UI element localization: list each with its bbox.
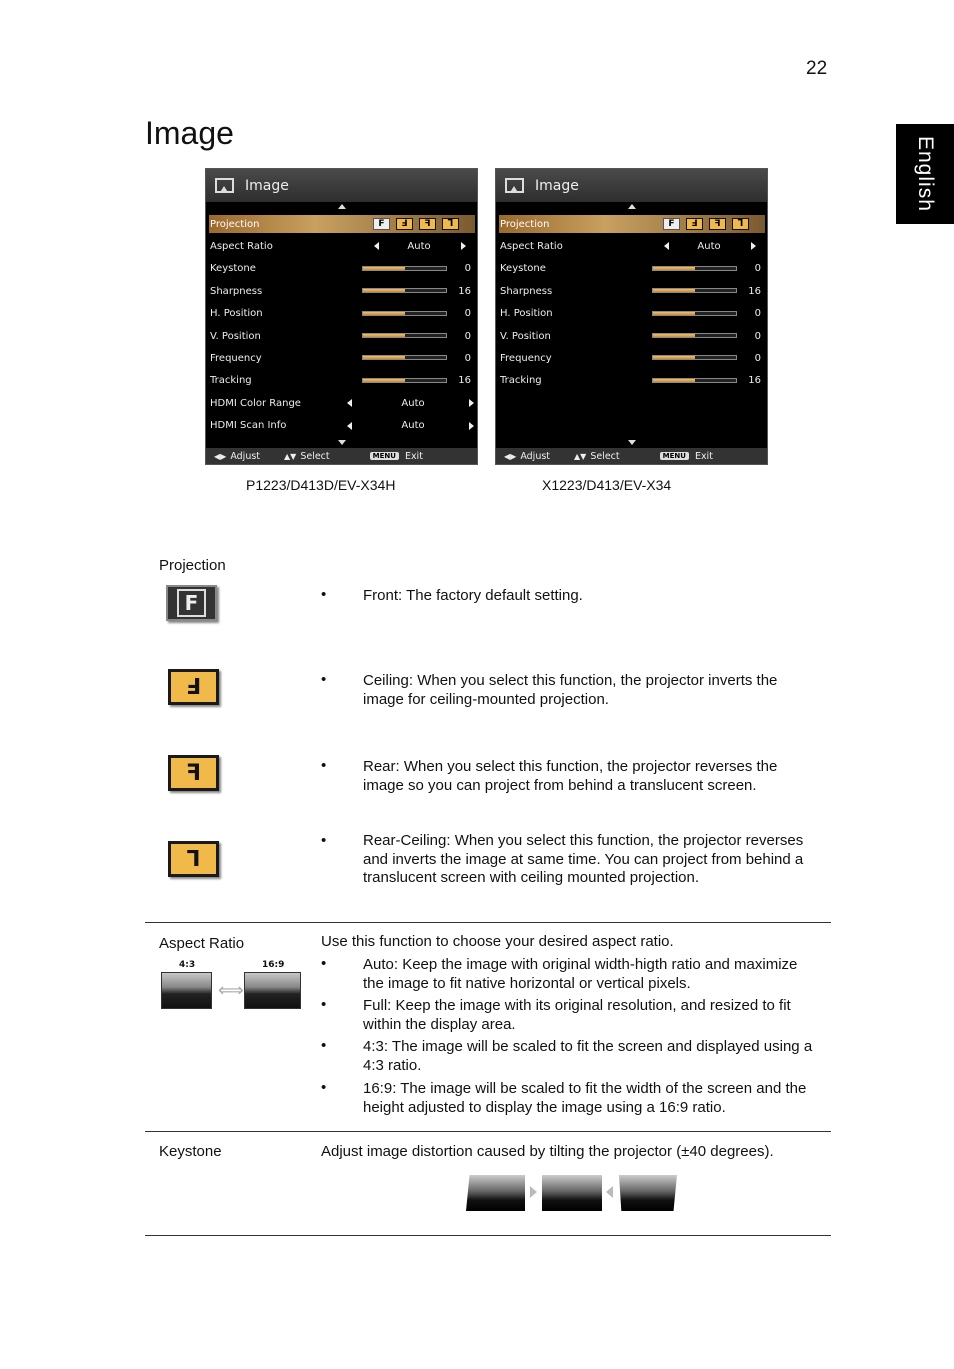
aspect-full-text: Full: Keep the image with its original resolution, and resized to fit within the display area. <box>363 997 791 1033</box>
osd-slider-fill <box>653 289 695 292</box>
projection-mode-icon: ꟻ <box>709 218 726 230</box>
osd-row-label: Sharpness <box>500 285 553 297</box>
keystone-thumbnail-2 <box>542 1175 602 1211</box>
osd-row-label: Aspect Ratio <box>210 240 273 252</box>
osd-row-value: 0 <box>754 352 761 364</box>
projection-front-text: Front: The factory default setting. <box>363 587 583 604</box>
osd-row-value: 0 <box>754 263 761 275</box>
projection-mode-icon: F <box>373 218 390 230</box>
bullet: • <box>321 671 327 688</box>
osd-row[interactable] <box>499 237 765 255</box>
osd-slider[interactable] <box>362 288 447 293</box>
osd-menu-left <box>205 168 478 465</box>
osd-row-value: 0 <box>464 352 471 364</box>
osd-row-label: Frequency <box>500 352 552 364</box>
osd-menu-right <box>495 168 768 465</box>
osd-row-label: Aspect Ratio <box>500 240 563 252</box>
bullet: • <box>321 1037 327 1054</box>
osd-row-label: V. Position <box>210 330 261 342</box>
keystone-heading: Keystone <box>159 1143 222 1160</box>
left-right-arrows-icon: ◀▶ <box>504 451 517 461</box>
osd-row[interactable] <box>499 215 765 233</box>
projection-mode-icon: ᒣ <box>442 218 459 230</box>
osd-row-label: Keystone <box>210 263 256 275</box>
right-arrow-icon[interactable] <box>751 242 756 250</box>
aspect-ratio-heading: Aspect Ratio <box>159 935 245 952</box>
osd-row[interactable] <box>499 305 765 323</box>
front-projection-icon: F <box>166 585 217 621</box>
osd-row-label: Projection <box>500 218 550 230</box>
osd-row[interactable] <box>209 282 475 300</box>
osd-caption-left: P1223/D413D/EV-X34H <box>246 477 396 493</box>
osd-slider[interactable] <box>362 355 447 360</box>
osd-row-label: Tracking <box>500 375 542 387</box>
osd-row-value: 0 <box>754 330 761 342</box>
osd-row[interactable] <box>209 349 475 367</box>
bullet: • <box>321 955 327 972</box>
osd-slider-fill <box>653 379 695 382</box>
aspect-16-9-text: 16:9: The image will be scaled to fit the width of the screen and the height adjusted to display the image using a 16:9 ratio. <box>363 1080 807 1116</box>
left-arrow-icon[interactable] <box>664 242 669 250</box>
image-icon <box>215 178 234 193</box>
projection-mode-icon: F <box>663 218 680 230</box>
left-arrow-icon[interactable] <box>374 242 379 250</box>
osd-row-value: 0 <box>464 330 471 342</box>
osd-row-value: 0 <box>464 308 471 320</box>
osd-slider-fill <box>363 267 405 270</box>
menu-key-icon: MENU <box>370 452 399 460</box>
osd-row-label: Projection <box>210 218 260 230</box>
osd-row[interactable] <box>209 215 475 233</box>
osd-row[interactable] <box>499 282 765 300</box>
projection-mode-icon: ᒣ <box>732 218 749 230</box>
thumb-label-4-3: 4:3 <box>179 960 196 970</box>
projection-ceiling-text: Ceiling: When you select this function, the projector inverts the image for ceiling-mounted projection. <box>363 672 778 708</box>
osd-slider-fill <box>363 334 405 337</box>
osd-row-label: Sharpness <box>210 285 263 297</box>
bullet: • <box>321 1079 327 1096</box>
projection-mode-icons <box>663 218 749 230</box>
ceiling-projection-icon: Ⅎ <box>168 669 219 705</box>
osd-slider-fill <box>653 312 695 315</box>
osd-row[interactable] <box>209 237 475 255</box>
osd-row-label: Frequency <box>210 352 262 364</box>
language-tab: English <box>896 124 954 224</box>
osd-row[interactable] <box>209 327 475 345</box>
osd-row-label: V. Position <box>500 330 551 342</box>
page-title: Image <box>145 115 234 151</box>
osd-row[interactable] <box>209 305 475 323</box>
divider <box>145 1235 831 1236</box>
divider <box>145 922 831 923</box>
keystone-text: Adjust image distortion caused by tilting the projector (±40 degrees). <box>321 1143 774 1160</box>
osd-row-label: HDMI Scan Info <box>210 420 287 432</box>
projection-heading: Projection <box>159 557 226 574</box>
up-down-arrows-icon: ▲▼ <box>284 451 297 461</box>
left-arrow-icon[interactable] <box>347 422 352 430</box>
scroll-down-arrow-icon <box>338 440 346 445</box>
osd-header: Image <box>206 169 477 202</box>
projection-mode-icon: ꟻ <box>419 218 436 230</box>
thumb-label-16-9: 16:9 <box>262 960 285 970</box>
osd-row-value: Auto <box>401 420 425 432</box>
osd-row-value: 16 <box>458 375 471 387</box>
image-icon <box>505 178 524 193</box>
up-down-arrows-icon: ▲▼ <box>574 451 587 461</box>
right-arrow-icon <box>530 1186 537 1198</box>
projection-mode-icon: Ⅎ <box>396 218 413 230</box>
osd-row[interactable] <box>209 372 475 390</box>
osd-slider-fill <box>363 289 405 292</box>
osd-row-label: H. Position <box>500 308 553 320</box>
rear-ceiling-projection-icon: ᒣ <box>168 841 219 877</box>
aspect-ratio-intro: Use this function to choose your desired aspect ratio. <box>321 933 674 950</box>
osd-slider-fill <box>653 267 695 270</box>
menu-key-icon: MENU <box>660 452 689 460</box>
osd-slider[interactable] <box>362 333 447 338</box>
osd-row-label: HDMI Color Range <box>210 397 301 409</box>
right-arrow-icon[interactable] <box>461 242 466 250</box>
swap-arrows-icon: ⟺ <box>218 980 244 1000</box>
osd-slider[interactable] <box>652 333 737 338</box>
osd-row[interactable] <box>499 260 765 278</box>
osd-header: Image <box>496 169 767 202</box>
osd-slider-fill <box>363 356 405 359</box>
osd-row[interactable] <box>209 417 475 435</box>
osd-row-value: Auto <box>401 397 425 409</box>
rear-projection-icon: ꟻ <box>168 755 219 791</box>
keystone-thumbnail-1 <box>466 1175 525 1211</box>
osd-slider-fill <box>653 334 695 337</box>
osd-row[interactable] <box>499 349 765 367</box>
osd-slider-fill <box>653 356 695 359</box>
osd-slider[interactable] <box>362 266 447 271</box>
projection-rear-ceiling-text: Rear-Ceiling: When you select this function, the projector reverses and inverts the image at same time. You can project from behind a translucent screen with ceiling mounted projection. <box>363 832 804 886</box>
osd-row[interactable] <box>499 327 765 345</box>
osd-row[interactable] <box>209 260 475 278</box>
aspect-4-3-text: 4:3: The image will be scaled to fit the screen and displayed using a 4:3 ratio. <box>363 1038 813 1074</box>
osd-footer: ◀▶ Adjust ▲▼ Select MENU Exit <box>496 448 767 464</box>
osd-slider[interactable] <box>362 311 447 316</box>
keystone-thumbnail-3 <box>619 1175 677 1211</box>
osd-slider[interactable] <box>652 355 737 360</box>
bullet: • <box>321 996 327 1013</box>
osd-footer: ◀▶ Adjust ▲▼ Select MENU Exit <box>206 448 477 464</box>
left-right-arrows-icon: ◀▶ <box>214 451 227 461</box>
aspect-16-9-thumbnail <box>244 972 301 1009</box>
osd-slider[interactable] <box>652 311 737 316</box>
osd-slider[interactable] <box>652 378 737 383</box>
osd-slider[interactable] <box>362 378 447 383</box>
aspect-4-3-thumbnail <box>161 972 212 1009</box>
osd-caption-right: X1223/D413/EV-X34 <box>542 477 672 493</box>
osd-slider-fill <box>363 312 405 315</box>
osd-row-value: 16 <box>748 285 761 297</box>
page-number: 22 <box>806 58 828 79</box>
projection-rear-text: Rear: When you select this function, the projector reverses the image so you can project from behind a translucent screen. <box>363 758 778 794</box>
osd-row-value: Auto <box>407 240 431 252</box>
bullet: • <box>321 586 327 603</box>
osd-row-value: 0 <box>754 308 761 320</box>
osd-row-label: H. Position <box>210 308 263 320</box>
left-arrow-icon <box>606 1186 613 1198</box>
left-arrow-icon[interactable] <box>347 399 352 407</box>
osd-row-value: Auto <box>697 240 721 252</box>
scroll-up-arrow-icon <box>628 204 636 209</box>
scroll-down-arrow-icon <box>628 440 636 445</box>
osd-slider[interactable] <box>652 288 737 293</box>
aspect-auto-text: Auto: Keep the image with original width-higth ratio and maximize the image to fit native horizontal or vertical pixels. <box>363 956 798 992</box>
scroll-up-arrow-icon <box>338 204 346 209</box>
osd-slider[interactable] <box>652 266 737 271</box>
projection-mode-icons <box>373 218 459 230</box>
bullet: • <box>321 832 327 849</box>
osd-slider-fill <box>363 379 405 382</box>
osd-row-label: Tracking <box>210 375 252 387</box>
osd-row-value: 16 <box>748 375 761 387</box>
projection-mode-icon: Ⅎ <box>686 218 703 230</box>
right-arrow-icon[interactable] <box>469 399 474 407</box>
osd-row-label: Keystone <box>500 263 546 275</box>
divider <box>145 1131 831 1132</box>
osd-row-value: 0 <box>464 263 471 275</box>
osd-row-value: 16 <box>458 285 471 297</box>
osd-row[interactable] <box>499 372 765 390</box>
right-arrow-icon[interactable] <box>469 422 474 430</box>
bullet: • <box>321 757 327 774</box>
osd-row[interactable] <box>209 394 475 412</box>
